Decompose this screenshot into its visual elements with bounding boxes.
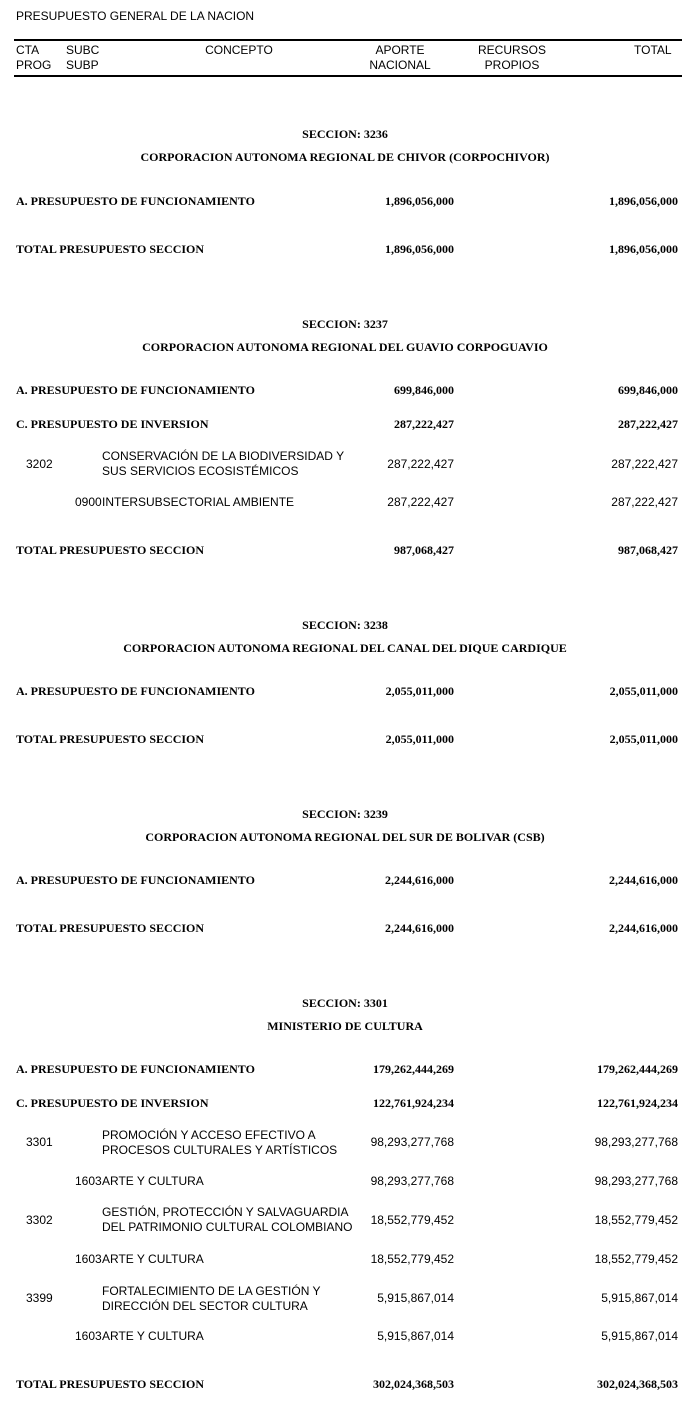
total-seccion-aporte: 2,055,011,000 [385, 732, 454, 746]
program-concept-line2: DEL PATRIMONIO CULTURAL COLOMBIANO [102, 1220, 353, 1234]
program-code: 3399 [26, 1291, 53, 1305]
column-header-prog: PROG [16, 58, 52, 72]
program-aporte: 287,222,427 [387, 457, 454, 471]
subprogram-aporte: 18,552,779,452 [370, 1252, 454, 1266]
program-concept-line1: CONSERVACIÓN DE LA BIODIVERSIDAD Y [102, 449, 345, 463]
program-code: 3302 [26, 1213, 53, 1227]
total-seccion-label: TOTAL PRESUPUESTO SECCION [16, 921, 205, 935]
program-aporte: 18,552,779,452 [370, 1213, 454, 1227]
section-number: SECCION: 3237 [302, 317, 388, 331]
funcionamiento-aporte: 179,262,444,269 [373, 1062, 454, 1076]
funcionamiento-total: 1,896,056,000 [609, 194, 678, 208]
section-name: MINISTERIO DE CULTURA [267, 1019, 423, 1033]
funcionamiento-total: 2,055,011,000 [609, 684, 678, 698]
program-total: 5,915,867,014 [601, 1291, 678, 1305]
header-top-rule [14, 39, 682, 41]
column-header-cta-prog [16, 43, 51, 73]
program-concept-line1: FORTALECIMIENTO DE LA GESTIÓN Y [102, 1284, 321, 1298]
inversion-total: 287,222,427 [618, 417, 678, 431]
subprogram-total: 18,552,779,452 [594, 1252, 678, 1266]
subprogram-label: ARTE Y CULTURA [102, 1329, 204, 1343]
column-header-concepto: CONCEPTO [205, 43, 273, 57]
section-name: CORPORACION AUTONOMA REGIONAL DE CHIVOR (CORPOCHIVOR) [140, 150, 550, 164]
funcionamiento-label: A. PRESUPUESTO DE FUNCIONAMIENTO [16, 873, 255, 887]
subprogram-aporte: 5,915,867,014 [377, 1329, 454, 1343]
program-total: 287,222,427 [611, 457, 678, 471]
total-seccion-total: 2,055,011,000 [609, 732, 678, 746]
funcionamiento-label: A. PRESUPUESTO DE FUNCIONAMIENTO [16, 684, 255, 698]
funcionamiento-aporte: 2,055,011,000 [385, 684, 454, 698]
total-seccion-total: 2,244,616,000 [609, 921, 678, 935]
section-number: SECCION: 3239 [302, 807, 388, 821]
total-seccion-total: 1,896,056,000 [609, 242, 678, 256]
inversion-total: 122,761,924,234 [597, 1096, 678, 1110]
total-seccion-label: TOTAL PRESUPUESTO SECCION [16, 242, 205, 256]
funcionamiento-total: 179,262,444,269 [597, 1062, 678, 1076]
section-number: SECCION: 3236 [302, 127, 388, 141]
section-name: CORPORACION AUTONOMA REGIONAL DEL SUR DE BOLIVAR (CSB) [145, 830, 545, 844]
funcionamiento-aporte: 1,896,056,000 [385, 194, 454, 208]
column-header-aporte-line1: APORTE [375, 43, 425, 57]
column-header-cta: CTA [16, 43, 40, 57]
subprogram-aporte: 287,222,427 [387, 495, 454, 509]
subprogram-code: 1603 [75, 1174, 102, 1188]
subprogram-aporte: 98,293,277,768 [370, 1174, 454, 1188]
inversion-label: C. PRESUPUESTO DE INVERSION [16, 1096, 209, 1110]
total-seccion-label: TOTAL PRESUPUESTO SECCION [16, 1377, 205, 1391]
total-seccion-total: 302,024,368,503 [597, 1377, 678, 1391]
subprogram-total: 5,915,867,014 [601, 1329, 678, 1343]
funcionamiento-aporte: 699,846,000 [394, 383, 454, 397]
inversion-aporte: 287,222,427 [394, 417, 454, 431]
program-aporte: 98,293,277,768 [370, 1135, 454, 1149]
column-header-aporte [350, 43, 450, 73]
subprogram-total: 98,293,277,768 [594, 1174, 678, 1188]
column-header-subc-subp [66, 43, 99, 73]
inversion-aporte: 122,761,924,234 [373, 1096, 454, 1110]
column-header-recursos-line1: RECURSOS [477, 43, 546, 57]
total-seccion-aporte: 302,024,368,503 [373, 1377, 454, 1391]
funcionamiento-total: 699,846,000 [618, 383, 678, 397]
total-seccion-label: TOTAL PRESUPUESTO SECCION [16, 543, 205, 557]
section-name: CORPORACION AUTONOMA REGIONAL DEL CANAL DEL DIQUE CARDIQUE [123, 641, 567, 655]
program-concept-line2: SUS SERVICIOS ECOSISTÉMICOS [102, 464, 299, 478]
section-name: CORPORACION AUTONOMA REGIONAL DEL GUAVIO CORPOGUAVIO [142, 340, 548, 354]
column-header-recursos [462, 43, 562, 73]
document-title: PRESUPUESTO GENERAL DE LA NACION [16, 9, 255, 23]
program-concept-line2: PROCESOS CULTURALES Y ARTÍSTICOS [102, 1143, 338, 1157]
section-number: SECCION: 3301 [302, 996, 388, 1010]
program-aporte: 5,915,867,014 [377, 1291, 454, 1305]
column-header-subp: SUBP [66, 58, 99, 72]
total-seccion-aporte: 1,896,056,000 [385, 242, 454, 256]
subprogram-label: INTERSUBSECTORIAL AMBIENTE [102, 495, 295, 509]
inversion-label: C. PRESUPUESTO DE INVERSION [16, 417, 209, 431]
column-header-aporte-line2: NACIONAL [369, 58, 431, 72]
funcionamiento-label: A. PRESUPUESTO DE FUNCIONAMIENTO [16, 1062, 255, 1076]
program-total: 98,293,277,768 [594, 1135, 678, 1149]
subprogram-code: 1603 [75, 1252, 102, 1266]
subprogram-code: 0900 [75, 495, 102, 509]
section-number: SECCION: 3238 [302, 618, 388, 632]
funcionamiento-aporte: 2,244,616,000 [385, 873, 454, 887]
funcionamiento-total: 2,244,616,000 [609, 873, 678, 887]
funcionamiento-label: A. PRESUPUESTO DE FUNCIONAMIENTO [16, 383, 255, 397]
program-code: 3202 [26, 457, 53, 471]
column-header-recursos-line2: PROPIOS [484, 58, 540, 72]
header-bottom-rule [14, 75, 682, 77]
total-seccion-aporte: 2,244,616,000 [385, 921, 454, 935]
column-header-subc: SUBC [66, 43, 100, 57]
subprogram-code: 1603 [75, 1329, 102, 1343]
program-concept-line1: GESTIÓN, PROTECCIÓN Y SALVAGUARDIA [102, 1205, 349, 1219]
total-seccion-label: TOTAL PRESUPUESTO SECCION [16, 732, 205, 746]
funcionamiento-label: A. PRESUPUESTO DE FUNCIONAMIENTO [16, 194, 255, 208]
program-total: 18,552,779,452 [594, 1213, 678, 1227]
subprogram-label: ARTE Y CULTURA [102, 1252, 204, 1266]
program-code: 3301 [26, 1135, 53, 1149]
subprogram-label: ARTE Y CULTURA [102, 1174, 204, 1188]
total-seccion-total: 987,068,427 [618, 543, 678, 557]
program-concept-line1: PROMOCIÓN Y ACCESO EFECTIVO A [102, 1128, 316, 1142]
total-seccion-aporte: 987,068,427 [394, 543, 454, 557]
program-concept-line2: DIRECCIÓN DEL SECTOR CULTURA [102, 1299, 308, 1313]
column-header-total: TOTAL [634, 43, 672, 57]
subprogram-total: 287,222,427 [611, 495, 678, 509]
